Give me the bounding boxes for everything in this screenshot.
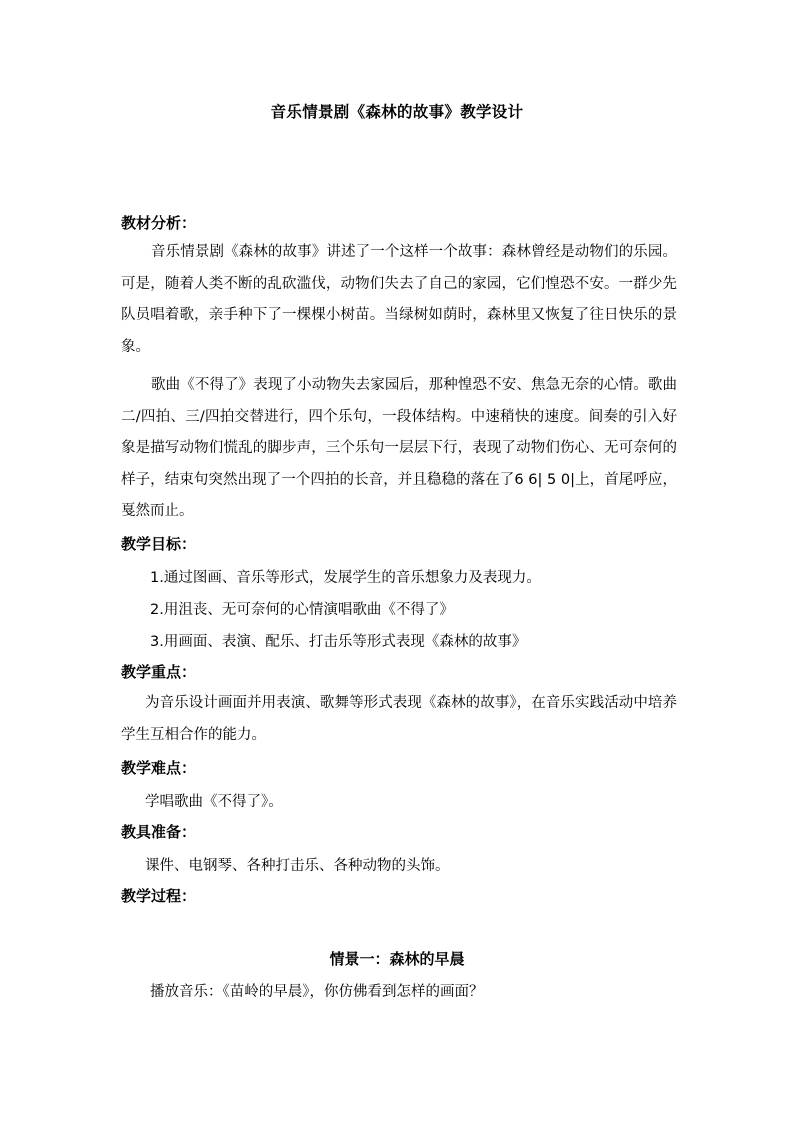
- heading-teaching-aids: 教具准备：: [121, 823, 197, 841]
- difficulty-text: 学唱歌曲《不得了》。: [145, 794, 283, 810]
- heading-teaching-goals: 教学目标：: [121, 535, 197, 553]
- document-title: 音乐情景剧《森林的故事》教学设计: [270, 103, 524, 121]
- scene-1-title: 情景一：森林的早晨: [329, 950, 465, 968]
- teaching-aids-text: 课件、电钢琴、各种打击乐、各种动物的头饰。: [145, 858, 450, 874]
- scene-1-text: 播放音乐：《苗岭的早晨》，你仿佛看到怎样的画面？: [150, 984, 484, 1000]
- analysis-paragraph-1: 音乐情景剧《森林的故事》讲述了一个这样一个故事：森林曾经是动物们的乐园。可是，随着人类不断的乱砍滥伐，动物们失去了自己的家园，它们惶恐不安。一群少先队员唱着歌，亲手种下了一棵棵小树苗。当绿树如荫时，森林里又恢复了往日快乐的景象。: [121, 244, 677, 355]
- goal-item-1: 1.通过图画、音乐等形式，发展学生的音乐想象力及表现力。: [150, 570, 541, 586]
- heading-key-points: 教学重点：: [121, 663, 197, 681]
- key-points-text: 为音乐设计画面并用表演、歌舞等形式表现《森林的故事》，在音乐实践活动中培养学生互相合作的能力。: [121, 695, 677, 743]
- goal-item-3: 3.用画面、表演、配乐、打击乐等形式表现《森林的故事》: [150, 634, 527, 650]
- heading-difficulties: 教学难点：: [121, 759, 197, 777]
- heading-teaching-process: 教学过程：: [121, 887, 197, 905]
- heading-material-analysis: 教材分析：: [121, 214, 197, 232]
- analysis-paragraph-2: 歌曲《不得了》表现了小动物失去家园后，那种惶恐不安、焦急无奈的心情。歌曲二/四拍、三/四拍交替进行，四个乐句，一段体结构。中速稍快的速度。间奏的引入好象是描写动物们慌乱的脚步声，三个乐句一层层下行，表现了动物们伤心、无可奈何的样子，结束句突然出现了一个四拍的长音，并且稳稳的落在了6 6| 5 0|上，首尾呼应，戛然而止。: [121, 377, 677, 519]
- goal-item-2: 2.用沮丧、无可奈何的心情演唱歌曲《不得了》: [150, 602, 454, 618]
